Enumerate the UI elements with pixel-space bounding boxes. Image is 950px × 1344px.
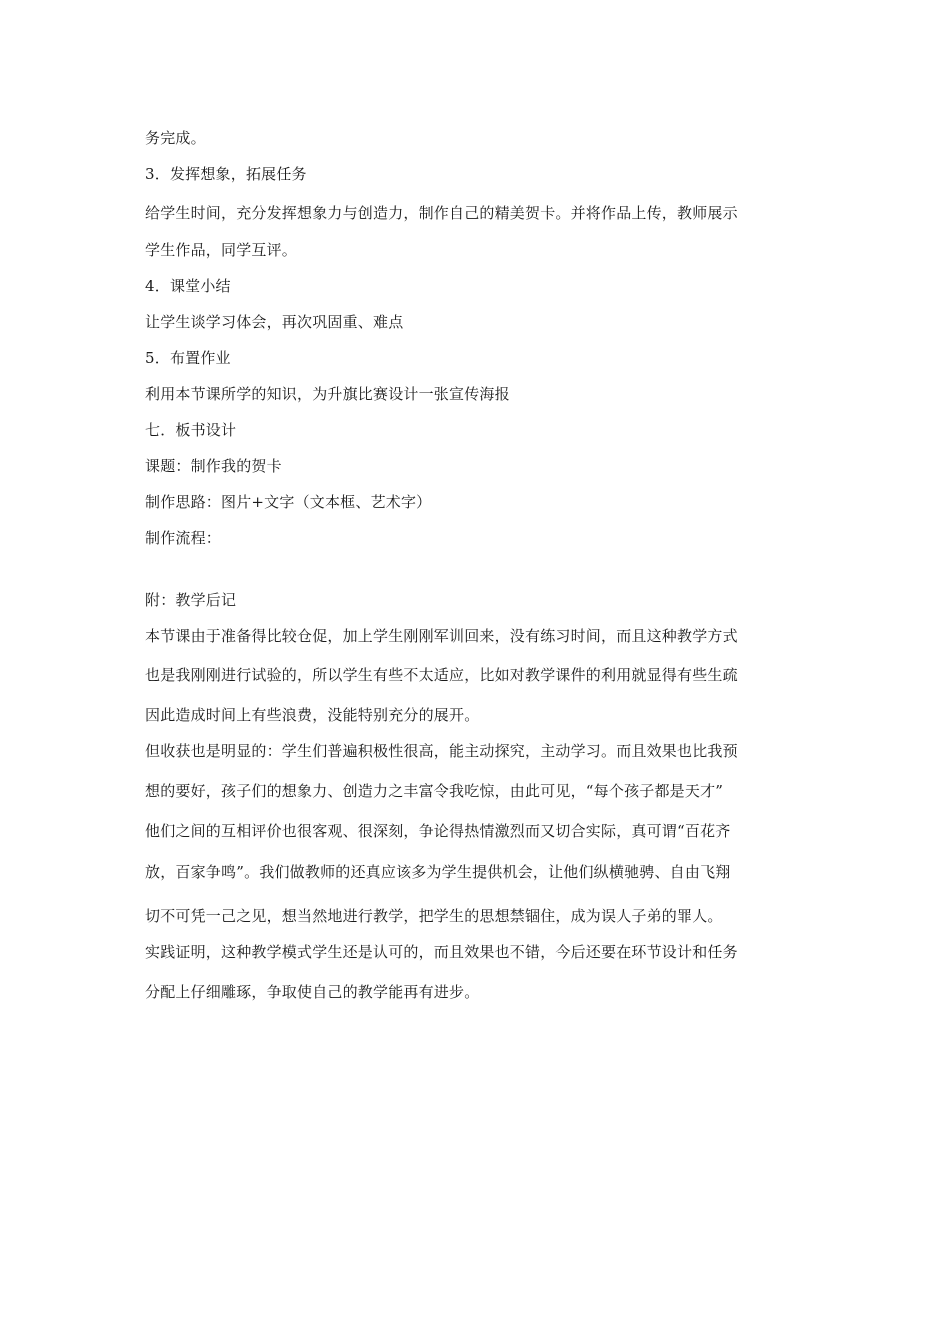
text-line: 利用本节课所学的知识，为升旗比赛设计一张宣传海报 (145, 385, 510, 403)
text-line: 制作流程： (145, 529, 222, 547)
text-line: 他们之间的互相评价也很客观、很深刻，争论得热情激烈而又切合实际，真可谓“百花齐 (145, 822, 731, 840)
text-line: 想的要好，孩子们的想象力、创造力之丰富令我吃惊，由此可见，“每个孩子都是天才” (145, 782, 724, 800)
section-heading-4: 4．课堂小结 (145, 277, 231, 295)
text-line: 给学生时间，充分发挥想象力与创造力，制作自己的精美贺卡。并将作品上传，教师展示 (145, 204, 738, 222)
text-line: 切不可凭一己之见，想当然地进行教学，把学生的思想禁锢住，成为误人子弟的罪人。 (145, 907, 723, 925)
text-line: 制作思路：图片+文字（文本框、艺术字） (145, 493, 432, 511)
text-line: 但收获也是明显的：学生们普遍积极性很高，能主动探究，主动学习。而且效果也比我预 (145, 742, 738, 760)
text-line: 学生作品，同学互评。 (145, 241, 298, 259)
text-line: 也是我刚刚进行试验的，所以学生有些不太适应，比如对教学课件的利用就显得有些生疏 (145, 666, 738, 684)
appendix-heading: 附：教学后记 (145, 591, 237, 609)
text-line: 因此造成时间上有些浪费，没能特别充分的展开。 (145, 706, 480, 724)
text-line-continuation: 务完成。 (145, 129, 206, 147)
section-heading-7: 七．板书设计 (145, 421, 237, 439)
text-line: 实践证明，这种教学模式学生还是认可的，而且效果也不错，今后还要在环节设计和任务 (145, 943, 738, 961)
text-line: 本节课由于准备得比较仓促，加上学生刚刚军训回来，没有练习时间，而且这种教学方式 (145, 627, 738, 645)
section-heading-5: 5．布置作业 (145, 349, 231, 367)
text-line: 课题：制作我的贺卡 (145, 457, 282, 475)
section-heading-3: 3．发挥想象，拓展任务 (145, 165, 307, 183)
text-line: 让学生谈学习体会，再次巩固重、难点 (145, 313, 404, 331)
text-line: 分配上仔细雕琢，争取使自己的教学能再有进步。 (145, 983, 480, 1001)
text-line: 放，百家争鸣”。我们做教师的还真应该多为学生提供机会，让他们纵横驰骋、自由飞翔 (145, 863, 731, 881)
